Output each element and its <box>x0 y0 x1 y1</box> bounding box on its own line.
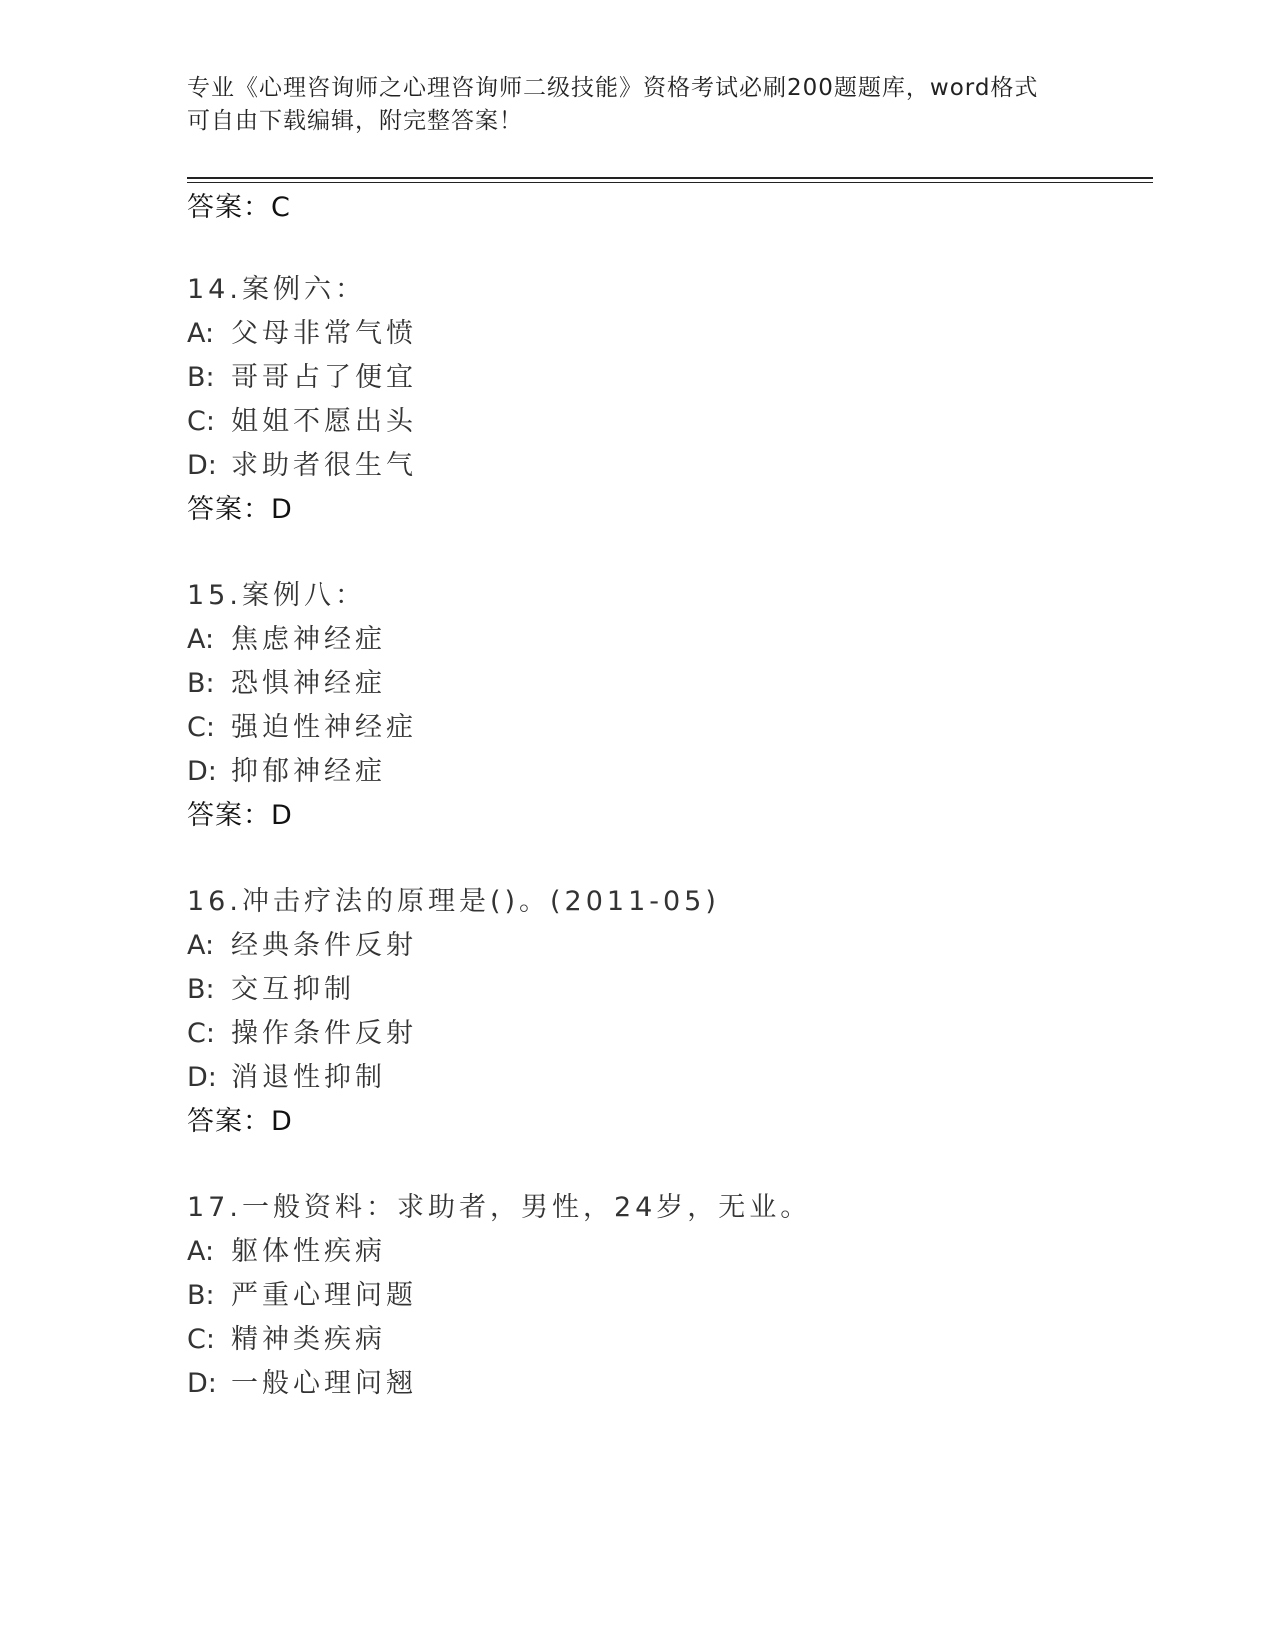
option-letter: B: <box>187 668 215 699</box>
header-line-2: 可自由下载编辑，附完整答案！ <box>187 108 523 134</box>
option-letter: C: <box>187 1324 215 1355</box>
question-17-option-c <box>187 1322 386 1358</box>
document-header <box>187 72 1087 138</box>
option-letter: D: <box>187 756 217 787</box>
question-15-option-c <box>187 710 417 746</box>
question-14-option-c <box>187 404 417 440</box>
question-15-option-a <box>187 622 386 658</box>
option-letter: D: <box>187 450 217 481</box>
option-letter: B: <box>187 1280 215 1311</box>
question-15-title: 15.案例八： <box>187 580 366 611</box>
header-divider-thin <box>187 182 1153 183</box>
question-14-title: 14.案例六： <box>187 274 366 305</box>
option-text: 交互抑制 <box>231 974 355 1005</box>
question-16-title: 16.冲击疗法的原理是()。(2011-05) <box>187 886 720 917</box>
question-17-option-d <box>187 1366 417 1402</box>
option-text: 求助者很生气 <box>231 450 417 481</box>
option-letter: A: <box>187 930 215 961</box>
question-17-option-b <box>187 1278 417 1314</box>
question-16-answer: 答案：D <box>187 1106 293 1137</box>
option-text: 严重心理问题 <box>231 1280 417 1311</box>
option-text: 精神类疾病 <box>231 1324 386 1355</box>
option-letter: C: <box>187 712 215 743</box>
question-14-option-d <box>187 448 417 484</box>
option-text: 恐惧神经症 <box>231 668 386 699</box>
option-text: 父母非常气愤 <box>231 318 417 349</box>
option-text: 焦虑神经症 <box>231 624 386 655</box>
header-line-1: 专业《心理咨询师之心理咨询师二级技能》资格考试必刷200题题库，word格式 <box>187 75 1039 101</box>
question-16-option-c <box>187 1016 417 1052</box>
question-15-answer: 答案：D <box>187 800 293 831</box>
option-letter: B: <box>187 362 215 393</box>
answer-prev: 答案：C <box>187 192 291 223</box>
option-letter: C: <box>187 406 215 437</box>
question-17-option-a <box>187 1234 386 1270</box>
option-text: 躯体性疾病 <box>231 1236 386 1267</box>
option-letter: A: <box>187 624 215 655</box>
question-16-option-a <box>187 928 417 964</box>
option-text: 强迫性神经症 <box>231 712 417 743</box>
option-text: 一般心理问翘 <box>231 1368 417 1399</box>
option-letter: C: <box>187 1018 215 1049</box>
option-text: 操作条件反射 <box>231 1018 417 1049</box>
option-text: 抑郁神经症 <box>231 756 386 787</box>
option-letter: D: <box>187 1062 217 1093</box>
question-14-answer: 答案：D <box>187 494 293 525</box>
question-17-title: 17.一般资料：求助者，男性，24岁，无业。 <box>187 1192 812 1223</box>
question-16-option-b <box>187 972 355 1008</box>
question-16-option-d <box>187 1060 386 1096</box>
question-14-option-b <box>187 360 417 396</box>
option-letter: A: <box>187 1236 215 1267</box>
option-text: 消退性抑制 <box>231 1062 386 1093</box>
question-15-option-d <box>187 754 386 790</box>
header-divider <box>187 177 1153 179</box>
option-letter: A: <box>187 318 215 349</box>
question-15-option-b <box>187 666 386 702</box>
option-text: 哥哥占了便宜 <box>231 362 417 393</box>
option-letter: B: <box>187 974 215 1005</box>
option-text: 姐姐不愿出头 <box>231 406 417 437</box>
option-letter: D: <box>187 1368 217 1399</box>
question-14-option-a <box>187 316 417 352</box>
option-text: 经典条件反射 <box>231 930 417 961</box>
